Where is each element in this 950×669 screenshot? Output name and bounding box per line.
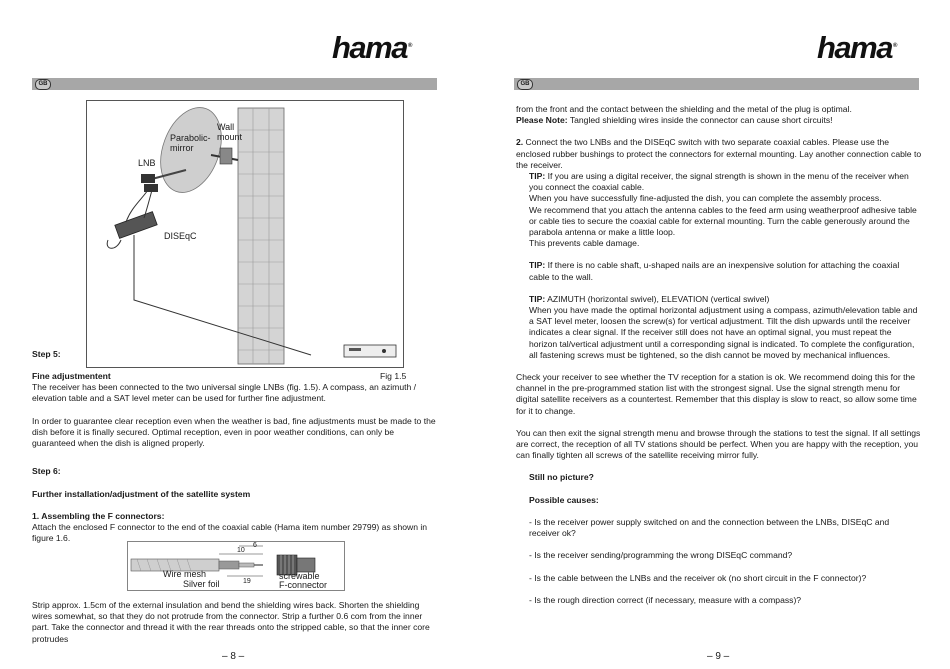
cause-cable-short: - Is the cable between the LNBs and the receiver ok (no short circuit in the F connector)? <box>529 572 867 583</box>
paragraph-check-receiver: Check your receiver to see whether the TV reception for a station is ok. We recommend doing this for the channel in the pre-programmed station list with the strongest signal. Use the signal strength menu for digital satellite receivers as a countertest. Remember that this display is slow to react, so allow some time for it to change. <box>516 372 917 416</box>
paragraph-receiver-connected: The receiver has been connected to the two universal single LNBs (fig. 1.5). A compass, an azimuth / elevation table and a SAT level meter can be used for further fine adjustment. <box>32 382 417 404</box>
paragraph-strip-cable: Strip approx. 1.5cm of the external insulation and bend the shielding wires back. Shorten the shielding wires somewhat, so that they do not protrude from the connector. Strip a further 0.6 com from the inner part. Take the connector and thread it with the rear threads onto the stripped cable, so that the inner core protrudes <box>32 600 430 644</box>
paragraph-connect-lnbs: 2. Connect the two LNBs and the DISEqC switch with two separate coaxial cables. Please use the enclosed rubber bushings to protect the connectors for external mounting. Lay another connection cable to the receiver. <box>516 137 922 170</box>
step6-heading: Step 6: <box>32 466 61 476</box>
assembling-heading: 1. Assembling the F connectors: <box>32 511 165 521</box>
section-bar <box>32 78 437 90</box>
label-parabolic-mirror: Parabolic- mirror <box>170 133 211 153</box>
section-bar-right <box>514 78 919 90</box>
hama-logo: hama® <box>332 30 413 65</box>
dimension-6: 6 <box>253 542 257 549</box>
paragraph-contact-optimal: from the front and the contact between the shielding and the metal of the plug is optimal. <box>516 104 852 114</box>
fine-adjustment-heading: Fine adjustmentent <box>32 371 111 381</box>
language-badge-right: GB <box>517 79 533 90</box>
label-wall-mount: Wall mount <box>217 122 243 142</box>
cause-rough-direction: - Is the rough direction correct (if necessary, measure with a compass)? <box>529 594 802 605</box>
label-silver-foil: Silver foil <box>183 579 220 589</box>
tip-cable-shaft: TIP: If there is no cable shaft, u-shaped nails are an inexpensive solution for attaching the coaxial cable to the wall. <box>529 260 900 282</box>
tip-prevents-damage: This prevents cable damage. <box>529 238 640 249</box>
cause-diseqc-command: - Is the receiver sending/programming the wrong DISEqC command? <box>529 550 793 561</box>
label-diseqc: DISEqC <box>164 231 197 241</box>
right-page <box>475 0 950 669</box>
installation-diagram <box>86 100 404 368</box>
page-number-left: – 8 – <box>222 651 245 662</box>
right-text-block <box>516 104 922 606</box>
label-lnb: LNB <box>138 158 156 168</box>
tip-azimuth-elevation: TIP: AZIMUTH (horizontal swivel), ELEVATION (vertical swivel) <box>529 293 770 304</box>
paragraph-fine-adjustments: In order to guarantee clear reception even when the weather is bad, fine adjustments must be made to the dish before it is finally secured. Optimal reception, even in poor weather conditions, can only be guaranteed when the dish is aligned properly. <box>32 416 436 449</box>
language-badge: GB <box>35 79 51 90</box>
paragraph-exit-menu: You can then exit the signal strength menu and browse through the stations to test the signal. If all settings are correct, the reception of all TV stations should be perfect. When you are happy with the reception, you can finally tighten all screws of the satellite receiving mirror fully. <box>516 427 921 461</box>
paragraph-please-note: Please Note: Tangled shielding wires inside the connector can cause short circuits! <box>516 115 833 126</box>
further-installation-heading: Further installation/adjustment of the satellite system <box>32 489 251 499</box>
possible-causes-heading: Possible causes: <box>529 494 599 505</box>
tip-digital-receiver: TIP: If you are using a digital receiver, the signal strength is shown in the menu of the receiver when you connect the coaxial cable. <box>529 171 909 193</box>
dimension-10: 10 <box>237 547 245 554</box>
paragraph-attach-connector: Attach the enclosed F connector to the end of the coaxial cable (Hama item number 29799) as shown in figure 1.6. <box>32 522 428 544</box>
figure-reference: Fig 1.5 <box>380 371 407 381</box>
tip-complete-assembly: When you have successfully fine-adjusted the dish, you can complete the assembly process. <box>529 193 882 204</box>
step5-heading: Step 5: <box>32 349 61 359</box>
cause-power-supply: - Is the receiver power supply switched on and the connection between the LNBs, DISEqC and receiver ok? <box>529 516 890 539</box>
still-no-picture-heading: Still no picture? <box>529 472 594 483</box>
label-screwable-connector: screwable F-connector <box>279 571 328 590</box>
hama-logo-right: hama® <box>817 30 898 65</box>
page-number-right: – 9 – <box>707 651 730 662</box>
figure-installation <box>86 100 404 368</box>
tip-azimuth-body: When you have made the optimal horizontal adjustment using a compass, azimuth/elevation table and a SAT level meter, loosen the screw(s) for vertical adjustment. Tilt the dish upwards until the receiver indicates a clear signal. If the receiver still does not have an optimal signal, you must repeat the horizon tal/vertical adjustment until a corresponding signal is indicated. To complete the configuration, all fastening screws must be tightened, so the dish cannot be moved by mechanical influences. <box>529 305 918 360</box>
tip-attach-cables: We recommend that you attach the antenna cables to the feed arm using weatherproof adhesive table or cable ties to secure the coaxial cable for external mounting. Turn the cable generously around the parabola antenna or make a little loop. <box>529 204 917 238</box>
dimension-19: 19 <box>243 578 251 585</box>
label-wire-mesh: Wire mesh <box>163 569 207 579</box>
